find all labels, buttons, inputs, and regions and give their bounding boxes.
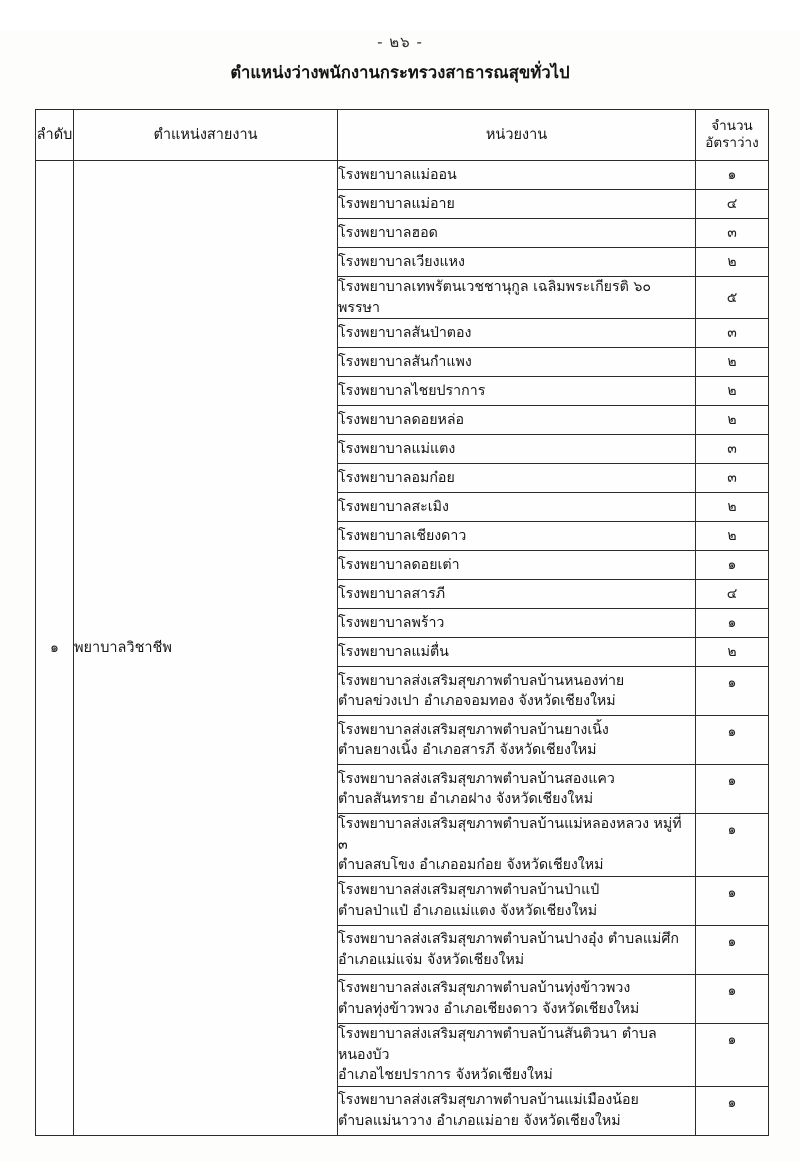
- cell-unit-line1: โรงพยาบาลดอยเต่า: [338, 556, 460, 573]
- cell-quantity: ๒: [696, 248, 769, 277]
- cell-unit-line1: โรงพยาบาลสารภี: [338, 585, 446, 602]
- cell-quantity: ๒: [696, 406, 769, 435]
- vacancy-table-container: [35, 109, 768, 1136]
- cell-unit-line2: ตำบลข่วงเปา อำเภอจอมทอง จังหวัดเชียงใหม่: [338, 693, 616, 710]
- cell-quantity: ๒: [696, 522, 769, 551]
- cell-unit: [338, 814, 696, 877]
- cell-unit-line1: โรงพยาบาลส่งเสริมสุขภาพตำบลบ้านแม่หลองหลวง หมู่ที่ ๓: [338, 816, 682, 853]
- cell-quantity: ๔: [696, 580, 769, 609]
- cell-quantity: ๑: [696, 765, 769, 814]
- column-header-quantity-line2: อัตราว่าง: [705, 135, 759, 151]
- cell-unit-line1: โรงพยาบาลสันกำแพง: [338, 353, 472, 370]
- cell-unit: [338, 319, 696, 348]
- cell-unit: [338, 1023, 696, 1086]
- cell-quantity: ๑: [696, 974, 769, 1023]
- cell-unit-line1: โรงพยาบาลไชยปราการ: [338, 382, 486, 399]
- cell-unit-line1: โรงพยาบาลอมก๋อย: [338, 469, 455, 486]
- cell-unit: [338, 609, 696, 638]
- cell-unit: [338, 161, 696, 190]
- cell-unit-line1: โรงพยาบาลแม่ตื่น: [338, 643, 449, 660]
- cell-unit-line2: ตำบลยางเนิ้ง อำเภอสารภี จังหวัดเชียงใหม่: [338, 742, 597, 759]
- cell-quantity: ๑: [696, 609, 769, 638]
- cell-unit-line2: อำเภอไชยปราการ จังหวัดเชียงใหม่: [338, 1067, 553, 1084]
- column-header-quantity-line1: จำนวน: [711, 118, 753, 135]
- cell-unit: [338, 248, 696, 277]
- cell-unit: [338, 277, 696, 319]
- cell-unit-line2: ตำบลป่าแป๋ อำเภอแม่แตง จังหวัดเชียงใหม่: [338, 902, 598, 919]
- cell-unit: [338, 435, 696, 464]
- cell-unit-line2: ตำบลสันทราย อำเภอฝาง จังหวัดเชียงใหม่: [338, 791, 594, 808]
- cell-unit: [338, 765, 696, 814]
- cell-quantity: ๑: [696, 551, 769, 580]
- column-header-unit: หน่วยงาน: [338, 110, 696, 161]
- cell-unit: [338, 551, 696, 580]
- cell-unit: [338, 406, 696, 435]
- cell-unit: [338, 580, 696, 609]
- cell-unit-line1: โรงพยาบาลส่งเสริมสุขภาพตำบลบ้านหนองท่าย: [338, 672, 625, 689]
- table-row: [36, 161, 769, 190]
- column-header-sequence: ลำดับ: [36, 110, 74, 161]
- cell-position: พยาบาลวิชาชีพ: [74, 161, 338, 1136]
- column-header-quantity: [696, 110, 769, 161]
- cell-quantity: ๑: [696, 1086, 769, 1135]
- cell-quantity: ๒: [696, 638, 769, 667]
- cell-unit-line1: โรงพยาบาลสะเมิง: [338, 498, 449, 515]
- cell-quantity: ๑: [696, 876, 769, 925]
- cell-unit-line1: โรงพยาบาลแม่แตง: [338, 440, 456, 457]
- cell-unit: [338, 190, 696, 219]
- cell-quantity: ๑: [696, 1023, 769, 1086]
- cell-unit-line1: โรงพยาบาลส่งเสริมสุขภาพตำบลบ้านสันติวนา ตำบลหนองบัว: [338, 1025, 657, 1063]
- cell-unit-line1: โรงพยาบาลพร้าว: [338, 614, 445, 631]
- cell-unit-line1: โรงพยาบาลฮอด: [338, 224, 438, 241]
- cell-unit: [338, 377, 696, 406]
- vacancy-table: [35, 109, 769, 1136]
- cell-unit-line1: โรงพยาบาลดอยหล่อ: [338, 411, 465, 428]
- cell-unit-line1: โรงพยาบาลส่งเสริมสุขภาพตำบลบ้านป่าแป๋: [338, 882, 600, 899]
- cell-unit: [338, 974, 696, 1023]
- cell-sequence: ๑: [36, 161, 74, 1136]
- cell-quantity: ๕: [696, 277, 769, 319]
- cell-unit: [338, 1086, 696, 1135]
- cell-quantity: ๑: [696, 814, 769, 877]
- cell-unit-line1: โรงพยาบาลส่งเสริมสุขภาพตำบลบ้านสองแคว: [338, 770, 615, 787]
- cell-unit: [338, 522, 696, 551]
- cell-unit-line2: ตำบลทุ่งข้าวพวง อำเภอเชียงดาว จังหวัดเชียงใหม่: [338, 1000, 640, 1017]
- cell-unit: [338, 638, 696, 667]
- cell-unit-line1: โรงพยาบาลเวียงแหง: [338, 253, 465, 270]
- cell-quantity: ๑: [696, 925, 769, 974]
- cell-quantity: ๓: [696, 319, 769, 348]
- cell-unit: [338, 464, 696, 493]
- cell-unit-line1: โรงพยาบาลแม่ออน: [338, 166, 457, 183]
- cell-unit: [338, 667, 696, 716]
- cell-quantity: ๑: [696, 667, 769, 716]
- cell-unit-line1: โรงพยาบาลแม่อาย: [338, 195, 455, 212]
- cell-quantity: ๒: [696, 348, 769, 377]
- header-row: [36, 110, 769, 161]
- page-title: ตำแหน่งว่างพนักงานกระทรวงสาธารณสุขทั่วไป: [230, 63, 570, 82]
- cell-unit: [338, 925, 696, 974]
- document-page: [0, 30, 800, 1162]
- cell-unit: [338, 876, 696, 925]
- table-body: [36, 161, 769, 1136]
- cell-unit-line1: โรงพยาบาลส่งเสริมสุขภาพตำบลบ้านทุ่งข้าวพวง: [338, 980, 631, 997]
- cell-unit-line1: โรงพยาบาลเชียงดาว: [338, 527, 467, 544]
- cell-quantity: ๑: [696, 161, 769, 190]
- cell-quantity: ๓: [696, 435, 769, 464]
- cell-unit-line2: ตำบลสบโขง อำเภออมก๋อย จังหวัดเชียงใหม่: [338, 857, 604, 874]
- cell-quantity: ๒: [696, 377, 769, 406]
- cell-quantity: ๔: [696, 190, 769, 219]
- cell-unit-line1: โรงพยาบาลสันป่าตอง: [338, 324, 472, 341]
- page-number: - ๒๖ -: [377, 33, 423, 51]
- cell-unit-line2: ตำบลแม่นาวาง อำเภอแม่อาย จังหวัดเชียงใหม่: [338, 1112, 621, 1129]
- cell-unit-line2: อำเภอแม่แจ่ม จังหวัดเชียงใหม่: [338, 951, 525, 968]
- cell-quantity: ๓: [696, 219, 769, 248]
- cell-unit-line1: โรงพยาบาลส่งเสริมสุขภาพตำบลบ้านแม่เมืองน้อย: [338, 1092, 639, 1109]
- cell-unit-line1: โรงพยาบาลส่งเสริมสุขภาพตำบลบ้านปางอุ๋ง ตำบลแม่ศึก: [338, 931, 679, 948]
- cell-unit: [338, 716, 696, 765]
- cell-unit-line1: โรงพยาบาลเทพรัตนเวชชานุกูล เฉลิมพระเกียรติ ๖๐ พรรษา: [338, 279, 651, 316]
- cell-quantity: ๓: [696, 464, 769, 493]
- cell-unit: [338, 219, 696, 248]
- column-header-position: ตำแหน่งสายงาน: [74, 110, 338, 161]
- cell-quantity: ๒: [696, 493, 769, 522]
- cell-quantity: ๑: [696, 716, 769, 765]
- cell-unit-line1: โรงพยาบาลส่งเสริมสุขภาพตำบลบ้านยางเนิ้ง: [338, 721, 609, 738]
- cell-unit: [338, 348, 696, 377]
- table-header: [36, 110, 769, 161]
- cell-unit: [338, 493, 696, 522]
